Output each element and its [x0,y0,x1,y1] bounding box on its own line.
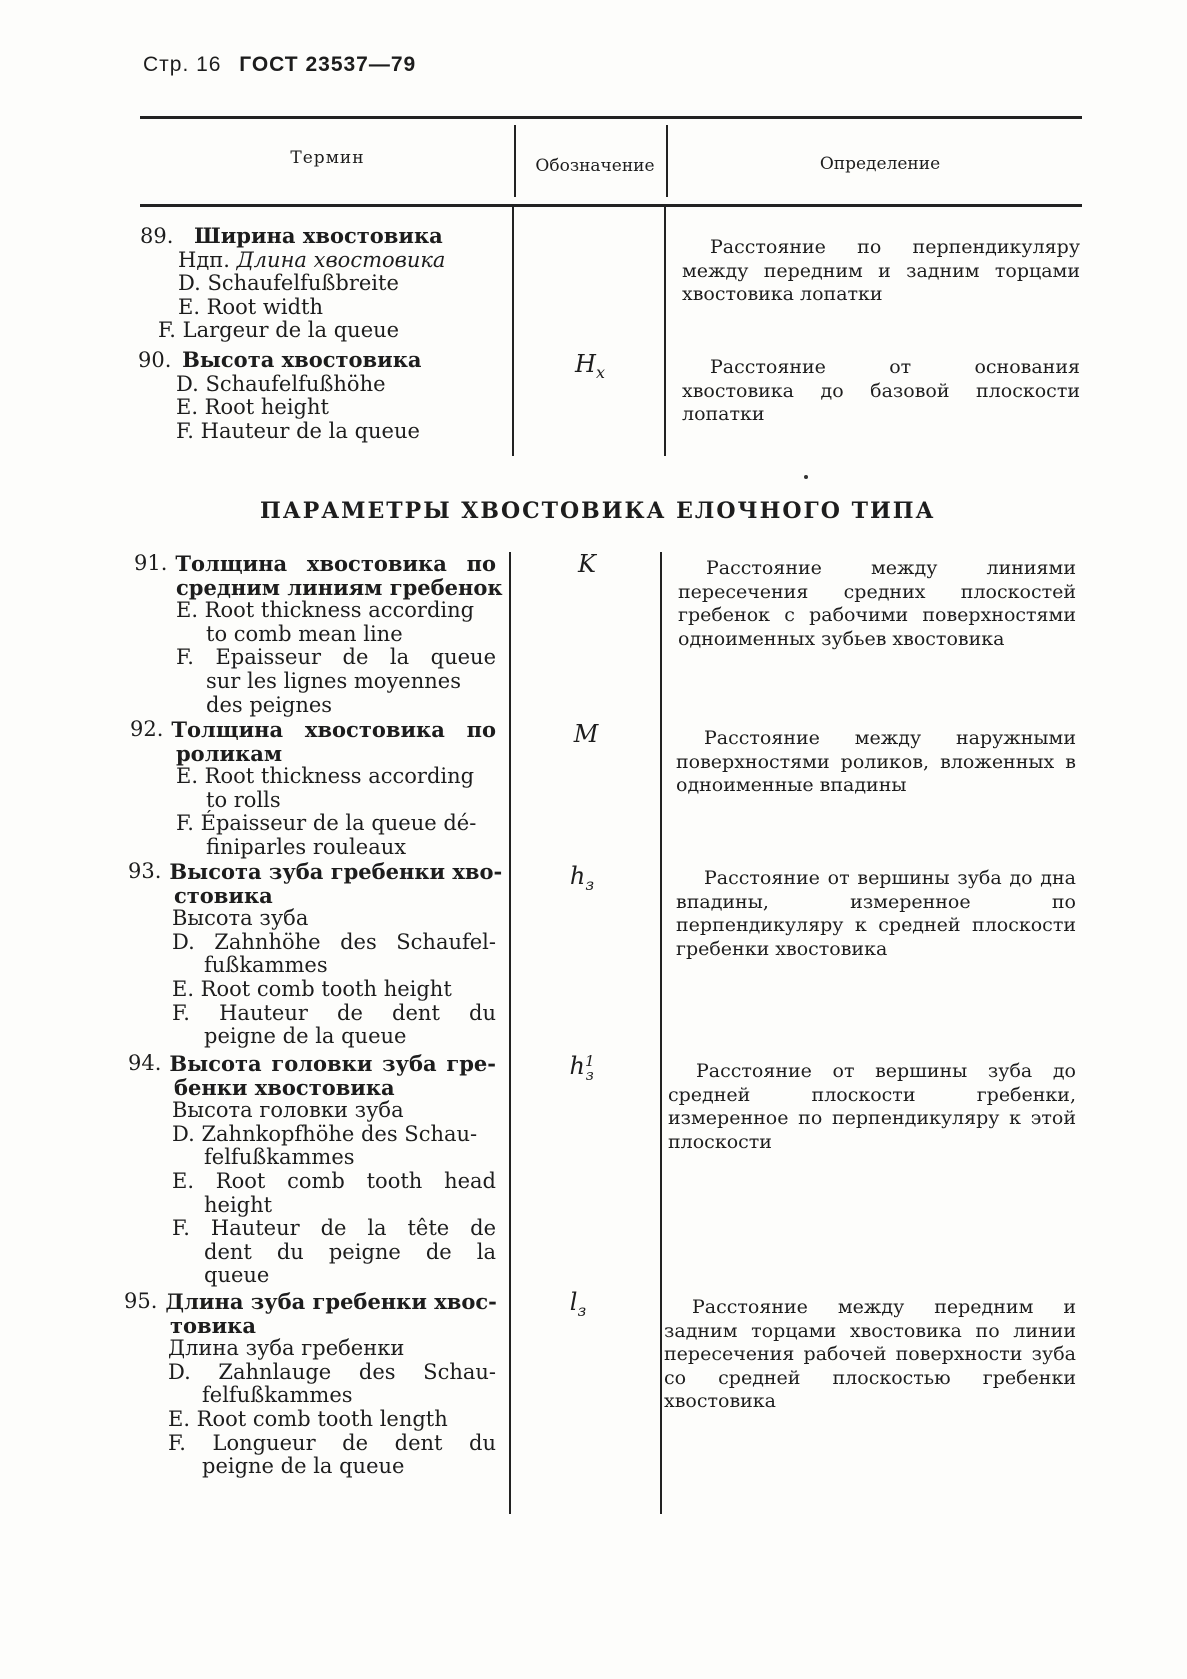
english-term: E. Root comb tooth length [168,1406,448,1431]
column-header-definition: Определение [819,154,941,174]
symbol-main: l [569,1288,578,1316]
german-term-cont: felfußkammes [202,1383,353,1408]
french-term-cont: queue [204,1263,270,1288]
definition-92: Расстояние между наружными поверхностями роликов, вложенных в одноименные впадины [676,727,1076,796]
entry-number: 93. [128,859,162,883]
english-term-cont: to rolls [206,787,281,812]
definition-95: Расстояние между передним и задним торцами хвостовика по линии пересечения рабочей поверхности зуба со средней плоскостью гребенки хвостовика [664,1296,1076,1412]
column-divider [666,125,668,197]
symbol-subscript: з [577,1300,587,1320]
column-divider [664,204,666,456]
french-term: F. Épaisseur de la queue dé- [176,811,477,836]
entry-number: 92. [130,717,164,741]
table-top-rule [140,116,1082,119]
english-term-cont: to comb mean line [206,621,403,646]
page-header [143,52,416,77]
english-term: E. Root thickness according [176,598,475,623]
symbol-91: K [578,550,596,578]
term-title-cont: средним линиям гребенок [176,574,503,600]
short-term: Высота зуба [172,906,309,931]
term-title: Ширина хвостовика [194,223,443,248]
print-speck [804,475,808,479]
english-term: E. Root thickness according [176,764,475,789]
term-entry-95 [124,1290,496,1479]
term-entry-92 [130,718,496,860]
term-title: Высота головки зуба гре- [169,1051,496,1076]
column-divider [509,552,511,1514]
term-title: Толщина хвостовика по [175,551,496,576]
ndp-term: Длина хвостовика [236,247,446,272]
short-term: Высота головки зуба [172,1098,404,1123]
column-divider [660,552,662,1514]
english-term: E. Root comb tooth height [172,976,452,1001]
symbol-main: H [575,350,596,378]
german-term: D. Zahnlauge des Schau- [168,1359,496,1384]
symbol-superscript: 1 [584,1051,595,1070]
table-header-rule [140,204,1082,207]
german-term-cont: fußkammes [204,953,328,978]
french-term: F. Epaisseur de la queue [176,645,496,670]
symbol-main: h [569,1052,585,1080]
short-term: Длина зуба гребенки [168,1336,405,1361]
french-term-cont: sur les lignes moyennes [206,668,461,693]
german-term-cont: felfußkammes [204,1145,355,1170]
ndp-prefix: Ндп. [178,247,230,272]
symbol-main: h [569,862,586,890]
french-term: F. Hauteur de la tête de [172,1216,496,1241]
entry-number: 91. [134,551,168,575]
french-term: F. Hauteur de la queue [176,418,420,443]
term-title-cont: бенки хвостовика [174,1074,395,1100]
german-term: D. Zahnhöhe des Schaufel- [172,929,496,954]
french-term-cont: des peignes [206,692,333,717]
english-term: E. Root comb tooth head [172,1168,496,1193]
definition-91: Расстояние между линиями пересечения средних плоскостей гребенок с рабочими поверхностями одноименных зубьев хвостовика [678,557,1076,650]
term-title-cont: товика [170,1312,256,1338]
english-term-cont: height [204,1192,273,1217]
german-term: D. Schaufelfußbreite [178,271,399,296]
term-entry-93 [128,859,503,1049]
entry-number: 90. [138,348,172,372]
entry-number: 89. [140,224,174,248]
term-entry-89 [140,224,445,343]
french-term-cont: peigne de la queue [204,1024,407,1049]
english-term: E. Root width [178,294,323,319]
page-number: Стр. 16 [143,53,222,76]
definition-89: Расстояние по перпендикуляру между передним и задним торцами хвостовика лопатки [682,236,1080,305]
french-term-cont: peigne de la queue [202,1454,405,1479]
term-title: Высота зуба гребенки хво- [169,859,503,884]
definition-90: Расстояние от основания хвостовика до базовой плоскости лопатки [682,356,1080,425]
term-title: Высота хвостовика [182,347,422,372]
french-term-cont: finiparles rouleaux [206,834,407,859]
symbol-94 [512,1052,652,1082]
french-term: F. Longueur de dent du [168,1430,496,1455]
standard-number: ГОСТ 23537—79 [239,53,417,76]
french-term-cont: dent du peigne de la [204,1239,496,1264]
french-term: F. Hauteur de dent du [172,1000,496,1025]
term-title-cont: роликам [176,740,283,766]
english-term: E. Root height [176,395,329,420]
term-entry-91 [134,552,503,717]
entry-number: 94. [128,1051,162,1075]
term-entry-90 [138,348,421,443]
german-term: D. Zahnkopfhöhe des Schau- [172,1121,478,1146]
entry-number: 95. [124,1289,158,1313]
definition-93: Расстояние от вершины зуба до дна впадины, измеренное по перпендикуляру к средней плоскости гребенки хвостовика [676,867,1076,960]
symbol-subscript: з [585,874,595,894]
term-entry-94 [128,1052,496,1288]
symbol-subscript: x [595,362,605,382]
symbol-93 [512,862,652,894]
definition-94: Расстояние от вершины зуба до средней плоскости гребенки, измеренное по перпендикуляру к этой плоскости [668,1060,1076,1153]
column-divider [512,204,514,456]
german-term: D. Schaufelfußhöhe [176,371,386,396]
symbol-90 [520,350,660,382]
french-term: F. Largeur de la queue [158,318,400,343]
column-header-terms: Термин [290,148,365,168]
term-title: Толщина хвостовика по [171,717,496,742]
symbol-subscript: з [585,1065,594,1084]
section-title: ПАРАМЕТРЫ ХВОСТОВИКА ЕЛОЧНОГО ТИПА [260,498,936,524]
symbol-92: M [573,720,599,748]
term-title: Длина зуба гребенки хвос- [165,1289,497,1314]
term-title-cont: стовика [174,882,273,908]
column-divider [514,125,516,197]
column-header-symbol: Обозначение [535,156,655,176]
symbol-95 [508,1288,648,1320]
